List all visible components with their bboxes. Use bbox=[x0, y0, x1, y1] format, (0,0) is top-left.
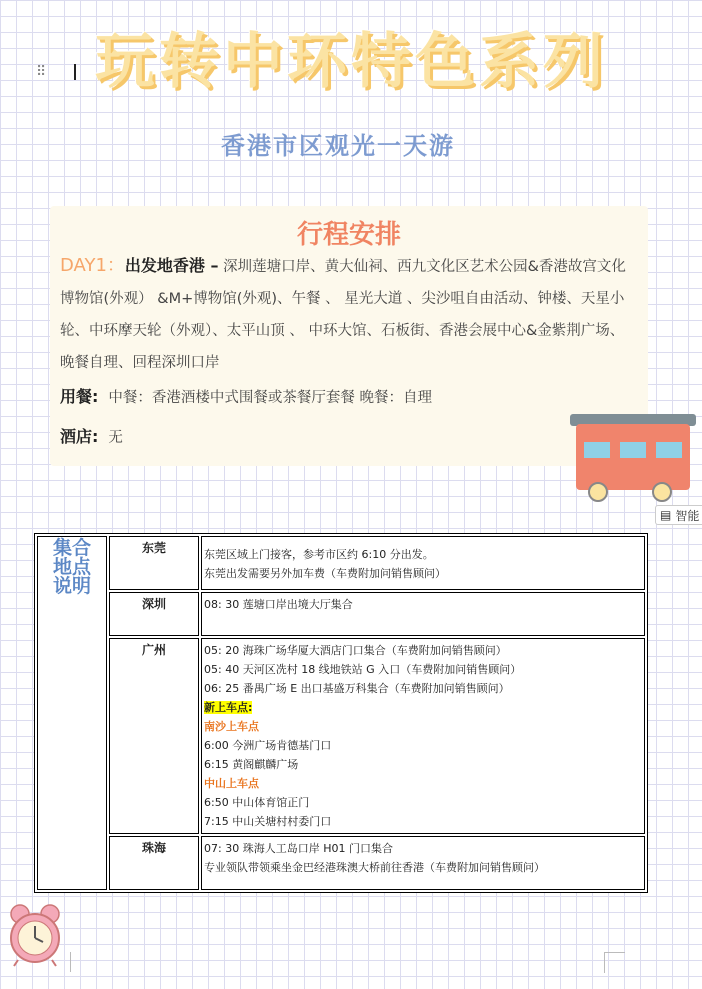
detail-line: 08: 30 莲塘口岸出境大厅集合 bbox=[204, 598, 353, 611]
ai-assist-button[interactable] bbox=[655, 505, 702, 525]
detail-line: 东莞出发需要另外加车费（车费附加问销售顾问） bbox=[204, 567, 446, 580]
ai-assist-icon: ▤ bbox=[660, 508, 672, 522]
meals-row bbox=[60, 384, 432, 407]
day-description bbox=[60, 250, 640, 379]
detail-line: 05: 20 海珠广场华厦大酒店门口集合（车费附加问销售顾问） bbox=[204, 644, 507, 657]
guangzhou-details bbox=[201, 638, 645, 834]
side-label-line: 说明 bbox=[52, 575, 91, 597]
hotel-label: 酒店: bbox=[60, 427, 99, 446]
detail-line: 7:15 中山关塘村村委门口 bbox=[204, 815, 332, 828]
detail-line: 东莞区域上门接客，参考市区约 6:10 分出发。 bbox=[204, 548, 434, 561]
detail-line: 6:50 中山体育馆正门 bbox=[204, 796, 310, 809]
meeting-point-table bbox=[34, 533, 648, 893]
city-guangzhou: 广州 bbox=[109, 638, 199, 834]
detail-line: 6:00 今洲广场肯德基门口 bbox=[204, 739, 332, 752]
hotel-text: 无 bbox=[108, 430, 123, 446]
detail-line: 6:15 黄阁麒麟广场 bbox=[204, 758, 299, 771]
page-corner-mark bbox=[70, 952, 77, 972]
ai-assist-label: 智能 bbox=[675, 508, 700, 523]
page-title: 玩转中环特色系列 bbox=[95, 27, 607, 97]
city-dongguan: 东莞 bbox=[109, 536, 199, 590]
day-tag: DAY1： bbox=[60, 255, 125, 276]
meeting-side-label bbox=[37, 536, 107, 890]
city-shenzhen: 深圳 bbox=[109, 592, 199, 636]
day-title: 出发地香港 – bbox=[124, 256, 219, 275]
day-route: 深圳莲塘口岸、黄大仙祠、西九文化区艺术公园&香港故宫文化博物馆(外观） &M+博物馆(外观)、午餐 、 星光大道 、尖沙咀自由活动、钟楼、天星小轮、中环摩天轮（外观）、太平山顶 、 中环大馆、石板街、香港会展中心&金紫荆广场、 晚餐自理、回程深圳口岸 bbox=[60, 259, 626, 371]
drag-handle-icon[interactable]: ⠿ bbox=[36, 64, 45, 80]
nansha-pickup-label: 南沙上车点 bbox=[204, 720, 259, 733]
detail-line: 05: 40 天河区冼村 18 线地铁站 G 入口（车费附加问销售顾问） bbox=[204, 663, 522, 676]
detail-line: 06: 25 番禺广场 E 出口基盛万科集合（车费附加问销售顾问） bbox=[204, 682, 510, 695]
shenzhen-details bbox=[201, 592, 645, 636]
meals-text: 中餐：香港酒楼中式围餐或茶餐厅套餐 晚餐：自理 bbox=[108, 390, 433, 406]
bus-icon bbox=[570, 414, 696, 504]
new-pickup-label: 新上车点: bbox=[204, 701, 253, 714]
alarm-clock-icon bbox=[6, 902, 64, 968]
page-subtitle: 香港市区观光一天游 bbox=[221, 132, 455, 160]
zhuhai-details bbox=[201, 836, 645, 890]
detail-line: 07: 30 珠海人工岛口岸 H01 门口集合 bbox=[204, 842, 393, 855]
detail-line: 专业领队带领乘坐金巴经港珠澳大桥前往香港（车费附加问销售顾问） bbox=[204, 861, 545, 874]
dongguan-details bbox=[201, 536, 645, 590]
itinerary-heading: 行程安排 bbox=[296, 220, 401, 250]
meals-label: 用餐: bbox=[60, 387, 99, 406]
hotel-row bbox=[60, 424, 123, 447]
city-zhuhai: 珠海 bbox=[109, 836, 199, 890]
page-corner-mark bbox=[604, 952, 625, 973]
itinerary-card bbox=[50, 206, 648, 466]
zhongshan-pickup-label: 中山上车点 bbox=[204, 777, 259, 790]
side-label-line: 地点 bbox=[52, 556, 91, 578]
side-label-line: 集合 bbox=[52, 537, 91, 559]
